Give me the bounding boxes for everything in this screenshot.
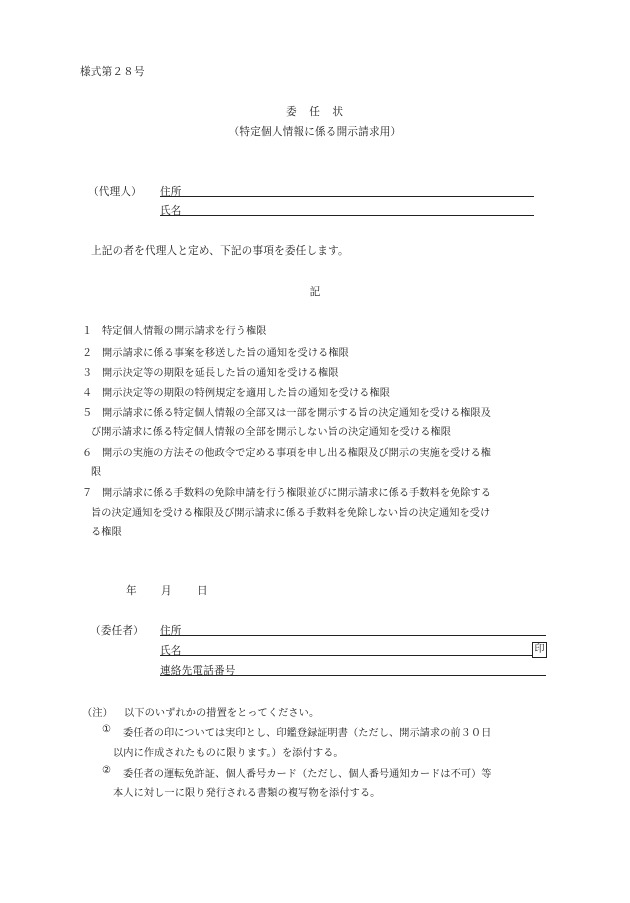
date-day: 日 [197,585,208,597]
item-number: ５ [82,408,93,419]
agent-name-label: 氏名 [160,205,182,217]
list-item: 開示決定等の期限を延長した旨の通知を受ける権限 [102,368,339,379]
list-item-continuation: び開示請求に係る特定個人情報の全部を開示しない旨の決定通知を受ける権限 [91,427,452,438]
agent-address-line[interactable] [160,196,534,197]
seal-box: 印 [532,642,547,658]
ki-heading: 記 [309,286,321,298]
list-item: 開示決定等の期限の特例規定を適用した旨の通知を受ける権限 [102,388,391,399]
note-item-text: 委任者の運転免許証、個人番号カード（ただし、個人番号通知カードは不可）等 [123,769,492,780]
item-number: １ [82,326,93,337]
delegator-label: （委任者） [90,625,144,637]
note-intro: 以下のいずれかの措置をとってください。 [124,708,320,719]
date-month: 月 [161,585,172,597]
item-number: ７ [82,488,93,499]
agent-name-line[interactable] [160,215,534,216]
note-label: （注） [82,708,113,719]
delegator-phone-line[interactable] [160,675,546,676]
list-item: 開示請求に係る手数料の免除申請を行う権限並びに開示請求に係る手数料を免除する [102,488,492,499]
list-item: 開示請求に係る特定個人情報の全部又は一部を開示する旨の決定通知を受ける権限及 [102,408,492,419]
agent-address-label: 住所 [160,186,182,198]
item-number: ６ [82,448,93,459]
document-title: 委 任 状 [286,106,344,118]
document-subtitle: （特定個人情報に係る開示請求用） [228,126,402,138]
list-item-continuation: 限 [91,467,102,478]
list-item: 開示の実施の方法その他政令で定める事項を申し出る権限及び開示の実施を受ける権 [102,448,492,459]
item-number: ３ [82,368,93,379]
agent-label: （代理人） [88,186,142,198]
note-item-text: 委任者の印については実印とし、印鑑登録証明書（ただし、開示請求の前３０日 [123,728,492,739]
note-item-continuation: 以内に作成されたものに限ります。）を添付する。 [113,748,344,759]
date-year: 年 [126,585,137,597]
delegator-phone-label: 連絡先電話番号 [160,665,236,677]
note-item-mark: ② [102,765,112,776]
delegator-address-line[interactable] [160,635,546,636]
list-item: 開示請求に係る事案を移送した旨の通知を受ける権限 [102,348,349,359]
form-number: 様式第２８号 [80,66,145,78]
item-number: ４ [82,388,93,399]
item-number: ２ [82,348,93,359]
delegator-name-label: 氏名 [160,645,182,657]
delegator-address-label: 住所 [160,625,182,637]
note-item-mark: ① [102,724,112,735]
list-item-continuation: 旨の決定通知を受ける権限及び開示請求に係る手数料を免除しない旨の決定通知を受け [91,508,491,519]
note-item-continuation: 本人に対し一に限り発行される書類の複写物を添付する。 [113,788,381,799]
delegator-name-line[interactable] [160,655,532,656]
delegation-statement: 上記の者を代理人と定め、下記の事項を委任します。 [91,245,349,257]
list-item: 特定個人情報の開示請求を行う権限 [102,326,267,337]
list-item-continuation: る権限 [91,527,122,538]
